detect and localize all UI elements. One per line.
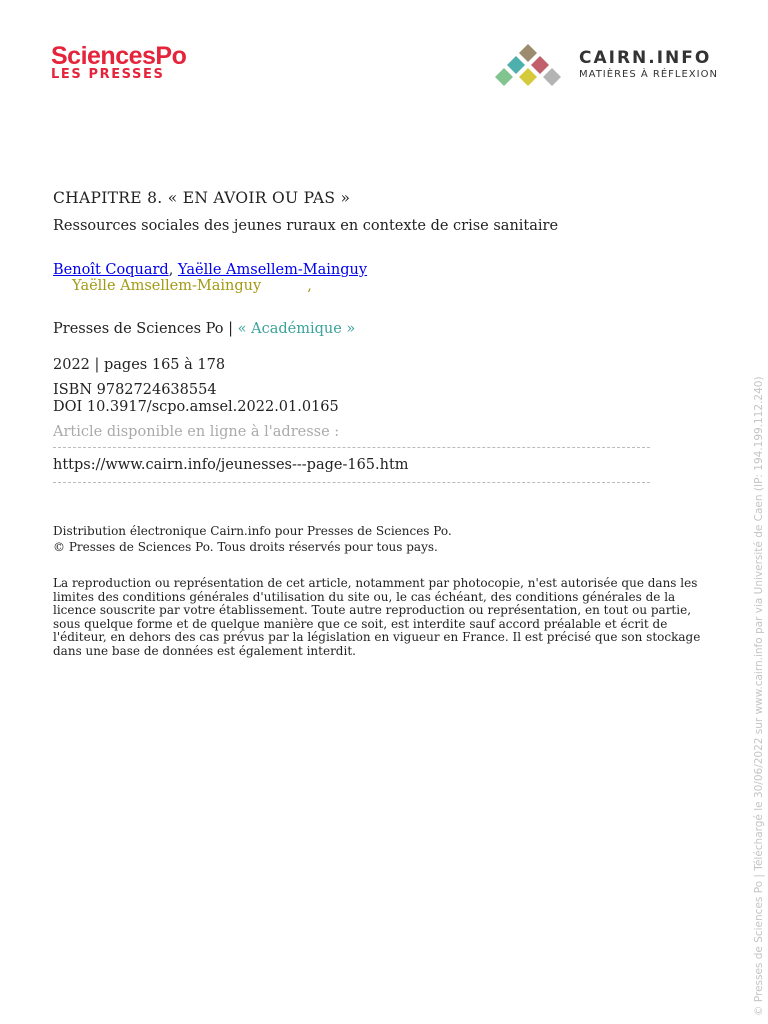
authors-alt-line: Yaëlle Amsellem-Mainguy , — [72, 278, 312, 294]
cairn-logo-name: CAIRN.INFO — [579, 48, 712, 68]
collection-link[interactable]: « Académique » — [237, 321, 356, 337]
download-watermark: © Presses de Sciences Po | Téléchargé le 30/06/2022 sur www.cairn.info par via Université de Caen (IP: 194.199.112.240) — [753, 376, 765, 1016]
document-content — [53, 188, 713, 658]
sciences-po-logo-sub: LES PRESSES — [51, 67, 165, 82]
author-separator: , — [168, 262, 174, 278]
article-url[interactable]: https://www.cairn.info/jeunesses---page-165.htm — [53, 457, 409, 473]
chapter-title: CHAPITRE 8. « EN AVOIR OU PAS » — [53, 189, 351, 207]
legal-notice: La reproduction ou représentation de cet article, notamment par photocopie, n'est autorisée que dans les limites des conditions générales d'utilisation du site ou, le cas échéant, des conditions générales de la licence souscrite par votre établissement. Toute autre reproduction ou représentation, en tout ou partie, sous quelque forme et de quelque manière que ce soit, est interdite sauf accord préalable et écrit de l'éditeur, en dehors des cas prévus par la législation en vigueur en France. Il est précisé que son stockage dans une base de données est également interdit. — [53, 576, 701, 658]
divider-top — [53, 447, 650, 448]
cairn-logo-tagline: MATIÈRES À RÉFLEXION — [579, 69, 718, 80]
available-label: Article disponible en ligne à l'adresse : — [53, 424, 340, 440]
year-pages: 2022 | pages 165 à 178 — [53, 357, 226, 373]
copyright-line: © Presses de Sciences Po. Tous droits réservés pour tous pays. — [53, 540, 438, 554]
authors-line — [53, 262, 713, 278]
distribution-notice — [53, 523, 713, 555]
author-link-amsellem-mainguy[interactable]: Yaëlle Amsellem-Mainguy — [177, 262, 368, 278]
chapter-subtitle: Ressources sociales des jeunes ruraux en contexte de crise sanitaire — [53, 218, 559, 234]
sciences-po-logo — [51, 44, 186, 82]
publisher-line — [53, 319, 713, 339]
author-link-coquard[interactable]: Benoît Coquard — [53, 262, 169, 278]
isbn: ISBN 9782724638554 — [53, 382, 217, 398]
publisher-name: Presses de Sciences Po | — [53, 321, 234, 337]
publication-meta — [53, 357, 713, 416]
doi: DOI 10.3917/scpo.amsel.2022.01.0165 — [53, 399, 339, 415]
divider-bottom — [53, 482, 650, 483]
distribution-line: Distribution électronique Cairn.info pour Presses de Sciences Po. — [53, 524, 452, 538]
sciences-po-logo-main: SciencesPo — [51, 42, 187, 70]
cairn-diamonds-icon — [488, 42, 572, 90]
